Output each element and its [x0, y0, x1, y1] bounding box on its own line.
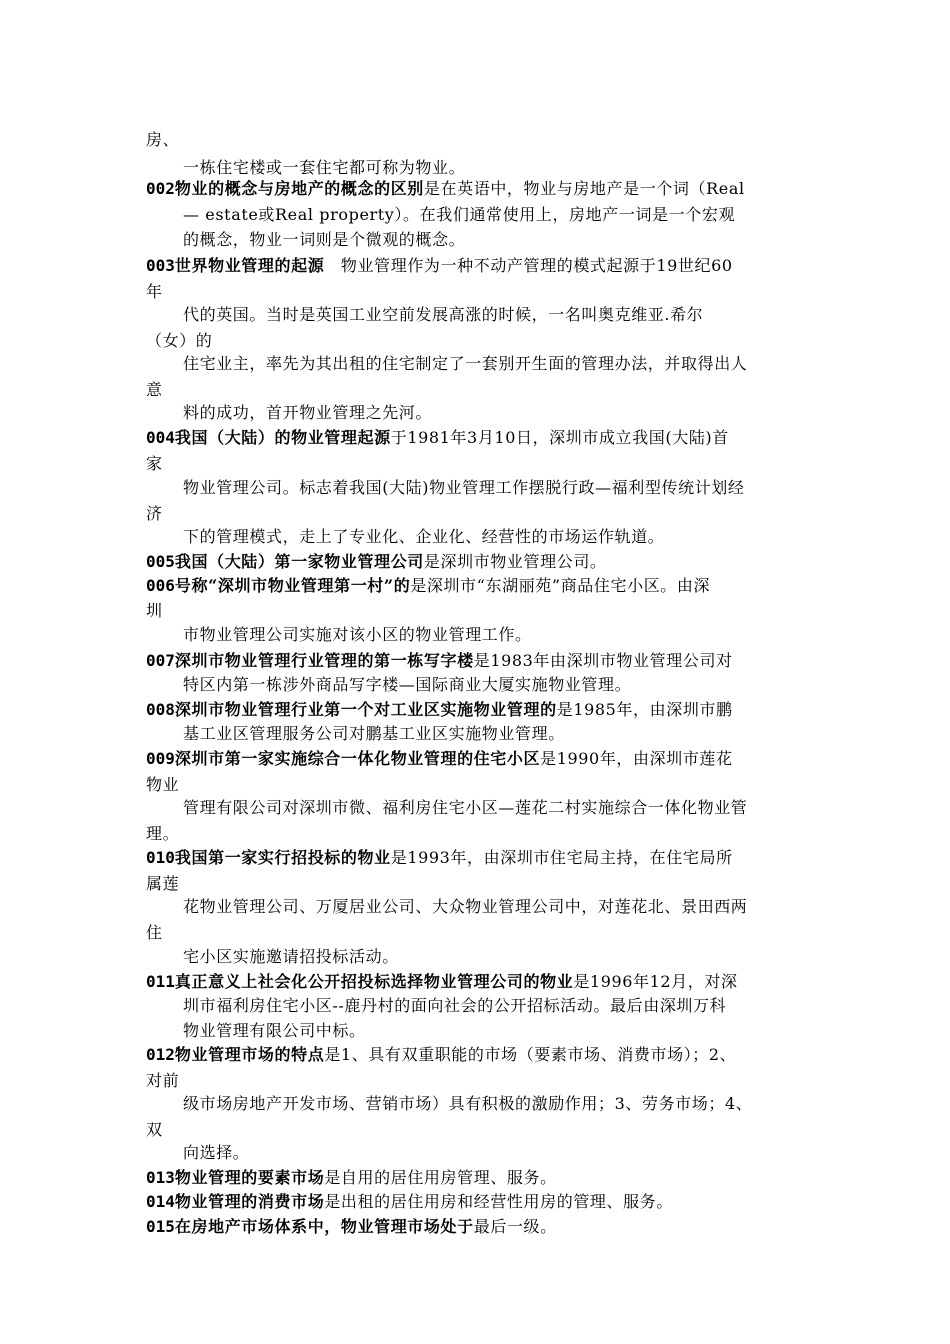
- entry-title: 物业管理的消费市场: [174, 1192, 325, 1211]
- text-line: [146, 178, 836, 200]
- entry-number: 011: [146, 972, 175, 991]
- text-line: [146, 551, 836, 573]
- text-line: [183, 946, 836, 968]
- entry-body: 是1985年，由深圳市鹏: [556, 700, 733, 719]
- line-text: 花物业管理公司、万厦居业公司、大众物业管理公司中，对莲花北、景田西两: [183, 897, 748, 916]
- text-line: [183, 157, 836, 179]
- line-text: 下的管理模式，走上了专业化、企业化、经营性的市场运作轨道。: [183, 527, 665, 546]
- entry-number: 012: [146, 1045, 175, 1064]
- line-text: 代的英国。当时是英国工业空前发展高涨的时候，一名叫奥克维亚.希尔: [183, 305, 704, 324]
- text-line: [146, 971, 836, 993]
- text-line: [183, 995, 836, 1017]
- line-text: 物业: [146, 775, 180, 794]
- text-line: [146, 1216, 836, 1238]
- text-line: [183, 229, 836, 251]
- entry-number: 004: [146, 428, 175, 447]
- entry-number: 003: [146, 256, 175, 275]
- text-line: [183, 1093, 836, 1115]
- line-text: 住: [146, 923, 163, 942]
- entry-body: 是1990年，由深圳市莲花: [540, 749, 733, 768]
- text-line: [146, 503, 836, 525]
- text-line: [183, 723, 836, 745]
- text-line: [183, 204, 836, 226]
- text-line: [183, 477, 836, 499]
- entry-number: 008: [146, 700, 175, 719]
- entry-body: 是1、具有双重职能的市场（要素市场、消费市场）；2、: [324, 1045, 737, 1064]
- text-line: [146, 129, 836, 151]
- line-text: 料的成功，首开物业管理之先河。: [183, 403, 433, 422]
- entry-title: 我国（大陆）的物业管理起源: [174, 428, 391, 447]
- line-text: 向选择。: [183, 1143, 250, 1162]
- line-text: 管理有限公司对深圳市微、福利房住宅小区—莲花二村实施综合一体化物业管: [183, 798, 748, 817]
- line-text: 圳: [146, 601, 163, 620]
- text-line: [183, 304, 836, 326]
- line-text: 对前: [146, 1071, 180, 1090]
- text-line: [146, 379, 836, 401]
- entry-body: 是在英语中，物业与房地产是一个词（Real: [423, 179, 745, 198]
- entry-number: 015: [146, 1217, 175, 1236]
- line-text: 的概念，物业一词则是个微观的概念。: [183, 230, 466, 249]
- line-text: （女）的: [146, 331, 213, 350]
- text-line: [146, 1070, 836, 1092]
- line-text: 房、: [146, 130, 180, 149]
- text-line: [146, 281, 836, 303]
- text-line: [146, 255, 836, 277]
- line-text: 基工业区管理服务公司对鹏基工业区实施物业管理。: [183, 724, 565, 743]
- text-line: [183, 797, 836, 819]
- text-line: [146, 1044, 836, 1066]
- line-text: 家: [146, 454, 163, 473]
- entry-number: 013: [146, 1168, 175, 1187]
- entry-body: 是1996年12月，对深: [573, 972, 738, 991]
- text-line: [146, 873, 836, 895]
- entry-body: 是出租的居住用房和经营性用房的管理、服务。: [324, 1192, 673, 1211]
- entry-body: 是自用的居住用房管理、服务。: [324, 1168, 557, 1187]
- entry-body: 最后一级。: [473, 1217, 557, 1236]
- text-line: [146, 774, 836, 796]
- entry-number: 002: [146, 179, 175, 198]
- text-line: [146, 823, 836, 845]
- text-line: [183, 674, 836, 696]
- entry-title: 我国第一家实行招投标的物业: [174, 848, 391, 867]
- line-text: 意: [146, 380, 163, 399]
- entry-number: 014: [146, 1192, 175, 1211]
- line-text: 一栋住宅楼或一套住宅都可称为物业。: [183, 158, 466, 177]
- text-line: [146, 748, 836, 770]
- entry-title: 号称“深圳市物业管理第一村”的: [174, 576, 411, 595]
- text-line: [183, 353, 836, 375]
- text-line: [183, 896, 836, 918]
- text-line: [146, 575, 836, 597]
- entry-number: 007: [146, 651, 175, 670]
- line-text: 理。: [146, 824, 180, 843]
- line-text: 级市场房地产开发市场、营销市场）具有积极的激励作用；3、劳务市场；4、: [183, 1094, 753, 1113]
- text-line: [183, 1020, 836, 1042]
- entry-number: 006: [146, 576, 175, 595]
- line-text: 物业管理公司。标志着我国(大陆)物业管理工作摆脱行政—福利型传统计划经: [183, 478, 745, 497]
- text-line: [146, 699, 836, 721]
- line-text: 特区内第一栋涉外商品写字楼—国际商业大厦实施物业管理。: [183, 675, 632, 694]
- text-line: [146, 922, 836, 944]
- text-line: [146, 1191, 836, 1213]
- text-line: [146, 330, 836, 352]
- entry-title: 在房地产市场体系中，物业管理市场处于: [174, 1217, 474, 1236]
- entry-body: 物业管理作为一种不动产管理的模式起源于19世纪60: [324, 256, 733, 275]
- entry-body: 是1993年，由深圳市住宅局主持，在住宅局所: [390, 848, 733, 867]
- line-text: 市物业管理公司实施对该小区的物业管理工作。: [183, 625, 532, 644]
- text-line: [183, 624, 836, 646]
- text-line: [183, 402, 836, 424]
- line-text: 物业管理有限公司中标。: [183, 1021, 366, 1040]
- text-line: [146, 427, 836, 449]
- text-line: [146, 453, 836, 475]
- line-text: 济: [146, 504, 163, 523]
- entry-title: 我国（大陆）第一家物业管理公司: [174, 552, 424, 571]
- text-line: [146, 650, 836, 672]
- line-text: 宅小区实施邀请招投标活动。: [183, 947, 399, 966]
- entry-title: 世界物业管理的起源: [174, 256, 325, 275]
- entry-title: 真正意义上社会化公开招投标选择物业管理公司的物业: [174, 972, 574, 991]
- line-text: 年: [146, 282, 163, 301]
- line-text: 属莲: [146, 874, 180, 893]
- line-text: 圳市福利房住宅小区--鹿丹村的面向社会的公开招标活动。最后由深圳万科: [183, 996, 727, 1015]
- entry-number: 005: [146, 552, 175, 571]
- text-line: [146, 1119, 836, 1141]
- entry-body: 是1983年由深圳市物业管理公司对: [473, 651, 733, 670]
- text-line: [183, 526, 836, 548]
- entry-body: 是深圳市物业管理公司。: [423, 552, 607, 571]
- text-line: [146, 1167, 836, 1189]
- line-text: 住宅业主，率先为其出租的住宅制定了一套别开生面的管理办法，并取得出人: [183, 354, 748, 373]
- entry-title: 深圳市物业管理行业管理的第一栋写字楼: [174, 651, 474, 670]
- entry-body: 是深圳市“东湖丽苑”商品住宅小区。由深: [410, 576, 711, 595]
- entry-title: 深圳市物业管理行业第一个对工业区实施物业管理的: [174, 700, 557, 719]
- entry-title: 物业的概念与房地产的概念的区别: [174, 179, 424, 198]
- entry-number: 010: [146, 848, 175, 867]
- text-line: [146, 847, 836, 869]
- entry-title: 物业管理的要素市场: [174, 1168, 325, 1187]
- line-text: 双: [146, 1120, 163, 1139]
- entry-number: 009: [146, 749, 175, 768]
- entry-title: 物业管理市场的特点: [174, 1045, 325, 1064]
- text-line: [146, 600, 836, 622]
- text-line: [183, 1142, 836, 1164]
- line-text: — estate或Real property）。在我们通常使用上，房地产一词是一个宏观: [183, 205, 736, 224]
- entry-title: 深圳市第一家实施综合一体化物业管理的住宅小区: [174, 749, 541, 768]
- entry-body: 于1981年3月10日，深圳市成立我国(大陆)首: [390, 428, 729, 447]
